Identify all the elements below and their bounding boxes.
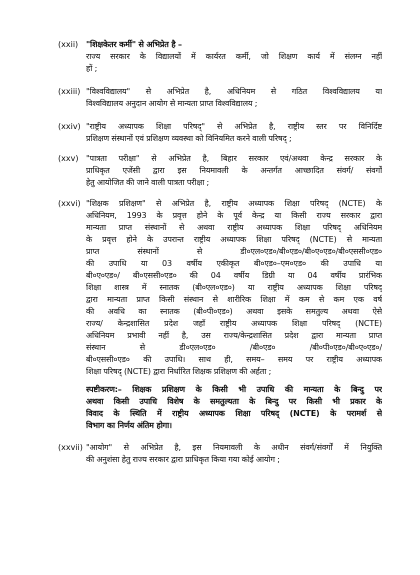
definition-line: प्राप्त संस्थानों से डी०एल०एड०/बी०एड०/बी०ए०एड०/बी०एससी०एड० [86,247,382,256]
definition-line: द्वारा मान्यता प्राप्त किसी संस्थान से शारीरिक शिक्षा में कम से कम एक वर्ष [86,295,382,304]
definition-line: प्राधिकृत एजेंसी द्वारा इस नियमावली के अन्तर्गत आच्छादित संवर्ग/ संवर्गों [86,166,382,175]
definition-line: प्रशिक्षण संस्थानों एवं प्रशिक्षण व्यवस्था को विनियमित करने वाली परिषद् ; [86,134,292,143]
clause-body [86,121,382,145]
definition-line: बी०एससी०एड० की उपाधि। साथ ही, समय– समय पर राष्ट्रीय अध्यापक [86,355,382,364]
clause-body [86,39,382,75]
clause-body [86,442,382,466]
definition-line: अधिनियम प्रभावी नहीं है, उस राज्य/केन्द्रशासित प्रदेश द्वारा मान्यता प्राप्त [86,331,382,340]
definition-line: "विश्वविद्यालय" से अभिप्रेत है, अधिनियम से गठित विश्वविद्यालय या [86,87,382,96]
definition-line: "शिक्षक प्रशिक्षण" से अभिप्रेत है, राष्ट्रीय अध्यापक शिक्षा परिषद् (NCTE) के [86,199,382,208]
clause-number: (xxiii) [58,87,81,96]
definition-line: के प्रवृत्त होने के उपरान्त राष्ट्रीय अध्यापक शिक्षा परिषद् (NCTE) से मान्यता [86,235,382,244]
definition-line: अधिनियम, 1993 के प्रवृत्त होने के पूर्व केन्द्र या किसी राज्य सरकार द्वारा [86,211,382,220]
explanation-line: स्पष्टीकरण:– शिक्षक प्रशिक्षण के किसी भी उपाधि की मान्यता के बिन्दु पर [86,385,382,394]
definition-line: हेतु आयोजित की जाने वाली पात्रता परीक्षा ; [86,178,210,187]
definition-line: की अवधि का स्नातक (बी०पी०एड०) अथवा इसके समतुल्य अथवा ऐसे [86,307,382,316]
definition-line: संस्थान से डी०एल०एड० /बी०एड० /बी०पी०एड०/बी०ए०एड०/ [86,343,382,352]
clause-body [86,198,382,378]
definition-line: "राष्ट्रीय अध्यापक शिक्षा परिषद्" से अभिप्रेत है, राष्ट्रीय स्तर पर विनिर्दिष्ट [86,122,382,131]
definition-line: "पात्रता परीक्षा" से अभिप्रेत है, बिहार सरकार एवं/अथवा केन्द्र सरकार के [86,154,382,163]
explanation-line: अथवा किसी उपाधि विशेष के समतुल्यता के बिन्दु पर किसी भी प्रकार के [86,397,382,406]
definition-line: की अनुशंसा हेतु राज्य सरकार द्वारा प्राधिकृत किया गया कोई आयोग ; [86,455,280,464]
definition-line: मान्यता प्राप्त संस्थानों से अथवा राष्ट्रीय अध्यापक शिक्षा परिषद् अधिनियम [86,223,382,232]
explanation-line: विभाग का निर्णय अंतिम होगा। [86,421,172,430]
explanation-line: विवाद के स्थिति में राष्ट्रीय अध्यापक शिक्षा परिषद् (NCTE) के परामर्श से [86,409,382,418]
definition-line: हों ; [86,64,98,73]
clause-number: (xxii) [58,40,79,49]
definition-line: "आयोग" से अभिप्रेत है, इस नियमावली के अधीन संवर्ग/संवर्गों में नियुक्ति [86,443,382,452]
definition-line: विश्वविद्यालय अनुदान आयोग से मान्यता प्राप्त विश्वविद्यालय ; [86,99,258,108]
clause-body [86,86,382,110]
explanation-body [86,384,382,432]
definition-line: शिक्षा शास्त्र में स्नातक (बी०एल०एड०) या राष्ट्रीय अध्यापक शिक्षा परिषद् [86,283,382,292]
clause-number: (xxvi) [58,199,81,208]
clause-number: (xxiv) [58,122,81,131]
definition-line: राज्य सरकार के विद्यालयों में कार्यरत कर्मी, जो शिक्षण कार्य में संलग्न नहीं [86,52,382,61]
clause-body [86,153,382,189]
definition-line: "शिक्षकेतर कर्मी" से अभिप्रेत है – [86,40,182,49]
definition-line: की उपाधि या 03 वर्षीय एकीकृत बी०एड०–एम०एड० की उपाधि या [86,259,382,268]
clause-number: (xxvii) [58,443,83,452]
clause-number: (xxv) [58,154,79,163]
definition-line: शिक्षा परिषद् (NCTE) द्वारा निर्धारित शिक्षक प्रशिक्षण की अर्हता ; [86,367,272,376]
definition-line: बी०ए०एड०/ बी०एससी०एड० की 04 वर्षीय डिग्री या 04 वर्षीय प्रारंभिक [86,271,382,280]
definition-line: राज्य/ केन्द्रशासित प्रदेश जहाँ राष्ट्रीय अध्यापक शिक्षा परिषद् (NCTE) [86,319,382,328]
